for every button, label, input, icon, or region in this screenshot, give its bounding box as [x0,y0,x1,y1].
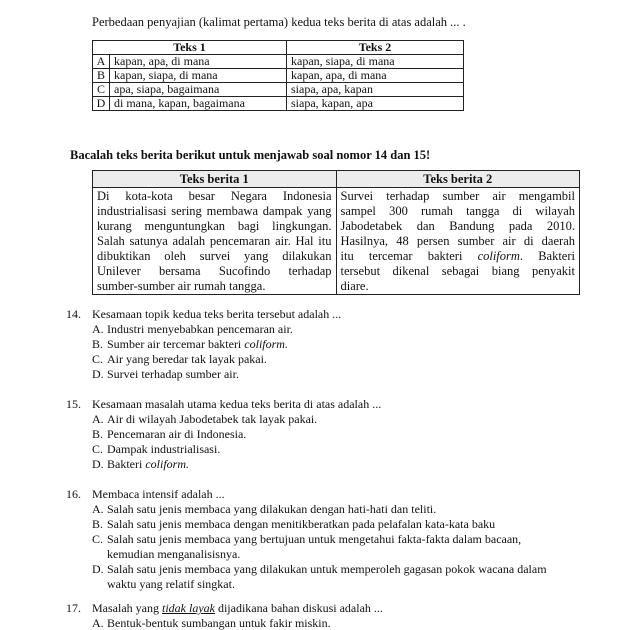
option-c[interactable] [92,352,267,366]
table-row [93,97,464,111]
question-number: 16. [66,487,81,501]
text-line: kurang menguntungkan bagi lingkungan. [97,219,332,233]
option-letter: B. [92,427,104,441]
table-row [93,188,580,295]
option-letter: A. [92,502,104,516]
option-a[interactable] [92,322,293,336]
table-header-berita1: Teks berita 1 [93,171,337,188]
option-text: Air di wilayah Jabodetabek tak layak pakai. [107,412,318,426]
text-line: Hasilnya, 48 persen sumber air di daerah [340,234,575,248]
option-text: Air yang beredar tak layak pakai. [107,352,267,366]
option-letter: B [93,69,110,83]
option-a[interactable] [92,502,436,516]
text-line: dibuktikan oleh survei yang dilakukan [97,249,332,263]
text-line: Di kota-kota besar Negara Indonesia [97,189,332,203]
stem-underlined-text: tidak layak [161,601,215,615]
question-stem: Kesamaan topik kedua teks berita tersebut adalah ... [92,307,342,321]
text-line: Survei terhadap sumber air mengambil [340,189,575,203]
option-letter: A. [92,412,104,426]
option-letter: C. [92,352,104,366]
option-c-continuation: kemudian menganalisisnya. [107,547,241,561]
option-d-continuation: waktu yang relatif singkat. [107,577,235,591]
option-d[interactable] [92,562,547,576]
text-line: diare. [340,279,369,293]
stem-text: Masalah yang [92,601,159,615]
stem-text: dijadikana bahan diskusi adalah ... [217,601,383,615]
option-text: Salah satu jenis membaca dengan menitikberatkan pada pelafalan kata-kata baku [107,517,496,531]
question-number: 15. [66,397,81,411]
option-text: Industri menyebabkan pencemaran air. [107,322,293,336]
table-header-teks1: Teks 1 [93,41,287,55]
option-letter: A [93,55,110,69]
table-cell: di mana, kapan, bagaimana [110,97,287,111]
option-letter: C. [92,532,104,546]
option-b[interactable] [92,427,246,441]
option-text: Bentuk-bentuk sumbangan untuk fakir miskin. [107,616,331,630]
option-letter: D. [92,367,104,381]
option-text: Salah satu jenis membaca yang dilakukan untuk memperoleh gagasan pokok wacana dalam [107,562,547,576]
option-text: Sumber air tercemar bakteri [107,337,242,351]
option-b[interactable] [92,337,288,351]
table-cell: kapan, apa, di mana [287,69,464,83]
question-number: 17. [66,601,81,615]
table-row [93,55,464,69]
option-text: Salah satu jenis membaca yang dilakukan dengan hati-hati dan teliti. [107,502,437,516]
reading-instruction: Bacalah teks berita berikut untuk menjawab soal nomor 14 dan 15! [70,148,431,162]
option-c[interactable] [92,532,521,546]
option-letter: A. [92,616,104,630]
option-a[interactable] [92,412,317,426]
option-letter: C. [92,442,104,456]
option-letter: A. [92,322,104,336]
text-line: tersebut dikenal sebagai biang penyakit [340,264,575,278]
table-header-row [93,171,580,188]
option-text: Salah satu jenis membaca yang bertujuan untuk mengetahui fakta-fakta dalam bacaan, [107,532,522,546]
option-letter: B. [92,517,104,531]
text-line: sampel 300 rumah tangga di wilayah [340,204,575,218]
news-text-1 [93,188,337,295]
option-italic-text: coliform. [145,457,189,471]
option-letter: C [93,83,110,97]
table-cell: kapan, siapa, di mana [287,55,464,69]
table-header-row [93,41,464,55]
table-cell: siapa, kapan, apa [287,97,464,111]
option-c[interactable] [92,442,220,456]
table-cell: kapan, apa, di mana [110,55,287,69]
table-cell: siapa, apa, kapan [287,83,464,97]
option-italic-text: coliform. [244,337,288,351]
option-text: Pencemaran air di Indonesia. [107,427,247,441]
question-stem: Kesamaan masalah utama kedua teks berita di atas adalah ... [92,397,382,411]
option-text: Bakteri [107,457,143,471]
option-d[interactable] [92,367,239,381]
text-line: Salah satunya adalah pencemaran air. Hal itu [97,234,332,248]
question-stem: Membaca intensif adalah ... [92,487,225,501]
option-letter: D. [92,562,104,576]
text-line: sumber-sumber air rumah tangga. [97,279,266,293]
text-line: Unilever bersama Sucofindo terhadap [97,264,332,278]
table-row [93,69,464,83]
text-line: Jabodetabek dan Bandung pada 2010. [340,219,575,233]
table-cell: apa, siapa, bagaimana [110,83,287,97]
question-number: 14. [66,307,81,321]
text-line: industrialisasi sering membawa dampak yang [97,204,332,218]
table-cell: kapan, siapa, di mana [110,69,287,83]
option-a[interactable] [92,616,331,630]
option-letter: B. [92,337,104,351]
question-intro: Perbedaan penyajian (kalimat pertama) kedua teks berita di atas adalah ... . [92,15,466,29]
question-stem [92,601,383,615]
option-text: Survei terhadap sumber air. [107,367,239,381]
comparison-table [92,40,464,111]
table-header-berita2: Teks berita 2 [336,171,580,188]
news-text-table [92,170,580,295]
option-text: Dampak industrialisasi. [107,442,221,456]
table-header-teks2: Teks 2 [287,41,464,55]
option-d[interactable] [92,457,189,471]
news-text-2 [336,188,580,295]
option-letter: D [93,97,110,111]
text-line: itu tercemar bakteri coliform. Bakteri [340,249,575,263]
table-row [93,83,464,97]
option-b[interactable] [92,517,495,531]
option-letter: D. [92,457,104,471]
